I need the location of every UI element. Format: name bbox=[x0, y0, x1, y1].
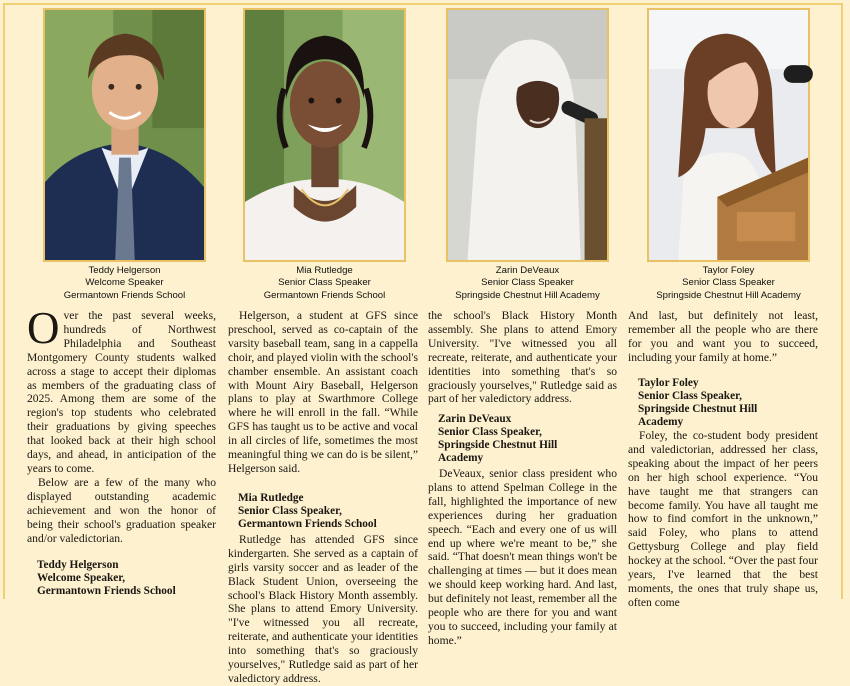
subhead-line: Welcome Speaker, bbox=[37, 572, 126, 585]
article-column-1 bbox=[27, 303, 216, 600]
caption-teddy bbox=[43, 265, 206, 302]
caption-name: Mia Rutledge bbox=[296, 265, 353, 276]
caption-mia bbox=[243, 265, 406, 302]
subhead-line: Teddy Helgerson bbox=[37, 559, 119, 572]
speaker-photo-teddy bbox=[43, 8, 206, 262]
teddy-paragraph: Helgerson, a student at GFS since preschool, served as co-captain of the varsity baseball team, sang in a cappella choir, and played violin with the school's chamber ensemble. An assistant coach with Mount Airy Baseball, Helgerson plans to play at Swarthmore College where he will enroll in the fall. “While GFS has taught us to be active and vocal in all circles of life, sometimes the most meaningful thing we can do is be silent,” Helgerson said. bbox=[228, 309, 418, 475]
subhead-line: Germantown Friends School bbox=[37, 585, 176, 598]
subhead-zarin bbox=[428, 413, 617, 465]
caption-school: Springside Chestnut Hill Academy bbox=[656, 289, 801, 301]
drop-cap: O bbox=[27, 303, 60, 353]
caption-name: Taylor Foley bbox=[702, 265, 755, 276]
article-column-4 bbox=[628, 309, 818, 609]
subhead-line: Senior Class Speaker, bbox=[638, 390, 742, 402]
speaker-photo-taylor bbox=[647, 8, 810, 262]
caption-name: Zarin DeVeaux bbox=[495, 265, 560, 276]
subhead-teddy bbox=[27, 559, 216, 598]
caption-role: Senior Class Speaker bbox=[278, 277, 371, 289]
speaker-photo-zarin bbox=[446, 8, 609, 262]
zarin-paragraph-cont: And last, but definitely not least, remember all the people who are there for you and want you to succeed, including your family at home.” bbox=[628, 309, 818, 364]
caption-zarin bbox=[436, 265, 619, 302]
intro-paragraph bbox=[27, 303, 216, 476]
article-column-2 bbox=[228, 309, 418, 685]
caption-role: Senior Class Speaker bbox=[682, 277, 775, 289]
subhead-line: Senior Class Speaker, bbox=[238, 504, 342, 517]
subhead-line: Taylor Foley bbox=[638, 377, 699, 389]
caption-taylor bbox=[637, 265, 820, 302]
subhead-taylor bbox=[628, 377, 818, 429]
taylor-paragraph: Foley, the co-student body president and valedictorian, addressed her class, speaking about the impact of her peers on her high school experience. “You have taught me that strangers can become family. You have all taught me how to find comfort in the unknown,” said Foley, who plans to attend Gettysburg College and play field hockey at the school. “Over the past four years, I've learned that the best moments, the ones that truly shape us, often come bbox=[628, 429, 818, 609]
caption-school: Germantown Friends School bbox=[63, 289, 186, 301]
caption-role: Welcome Speaker bbox=[85, 277, 164, 289]
caption-school: Germantown Friends School bbox=[263, 289, 386, 301]
subhead-line: Senior Class Speaker, bbox=[438, 426, 542, 438]
subhead-line: Academy bbox=[638, 416, 684, 428]
caption-school: Springside Chestnut Hill Academy bbox=[455, 289, 600, 301]
intro-text: ver the past several weeks, hundreds of Northwest Philadelphia and Southeast Montgomery County students walked across a stage to accept their diplomas as members of the graduating class of 2025. Among them are some of the region's top students who celebrated their graduations by giving speeches that looked back at their high school days, and ahead, in anticipation of the years to come. bbox=[27, 309, 216, 475]
subhead-mia bbox=[228, 492, 418, 531]
article-column-3 bbox=[428, 309, 617, 647]
subhead-line: Springside Chestnut Hill bbox=[638, 403, 758, 415]
subhead-line: Zarin DeVeaux bbox=[438, 413, 512, 425]
subhead-line: Springside Chestnut Hill bbox=[438, 439, 558, 451]
mia-paragraph-cont: the school's Black History Month assembly. She plans to attend Emory University. "I've witnessed you all recreate, reiterate, and authenticate your identities into something that's so graciously yourselves," Rutledge said as part of her valedictory address. bbox=[428, 309, 617, 406]
caption-role: Senior Class Speaker bbox=[481, 277, 574, 289]
speaker-photo-mia bbox=[243, 8, 406, 262]
subhead-line: Mia Rutledge bbox=[238, 491, 304, 504]
subhead-line: Germantown Friends School bbox=[238, 517, 377, 530]
mia-paragraph-start: Rutledge has attended GFS since kindergarten. She served as a captain of girls varsity soccer and as leader of the Black Student Union, overseeing the school's Black History Month assembly. She plans to attend Emory University. "I've witnessed you all recreate, reiterate, and authenticate your identities into something that's so graciously yourselves," Rutledge said as part of her valedictory address. bbox=[228, 532, 418, 685]
intro-paragraph-2: Below are a few of the many who displayed outstanding academic achievement and won the honor of being their school's graduation speaker and/or valedictorian. bbox=[27, 475, 216, 545]
subhead-line: Academy bbox=[438, 452, 484, 464]
caption-name: Teddy Helgerson bbox=[88, 265, 161, 276]
zarin-paragraph-start: DeVeaux, senior class president who plans to attend Spelman College in the fall, highlighted the importance of new experiences during her graduation speech. “Each and every one of us will end up where we're meant to be,” she said. “That doesn't mean things won't be challenging at times — but it does mean we should keep working hard. And last, but definitely not least, remember all the people who are there for you and want you to succeed, including your family at home.” bbox=[428, 467, 617, 647]
